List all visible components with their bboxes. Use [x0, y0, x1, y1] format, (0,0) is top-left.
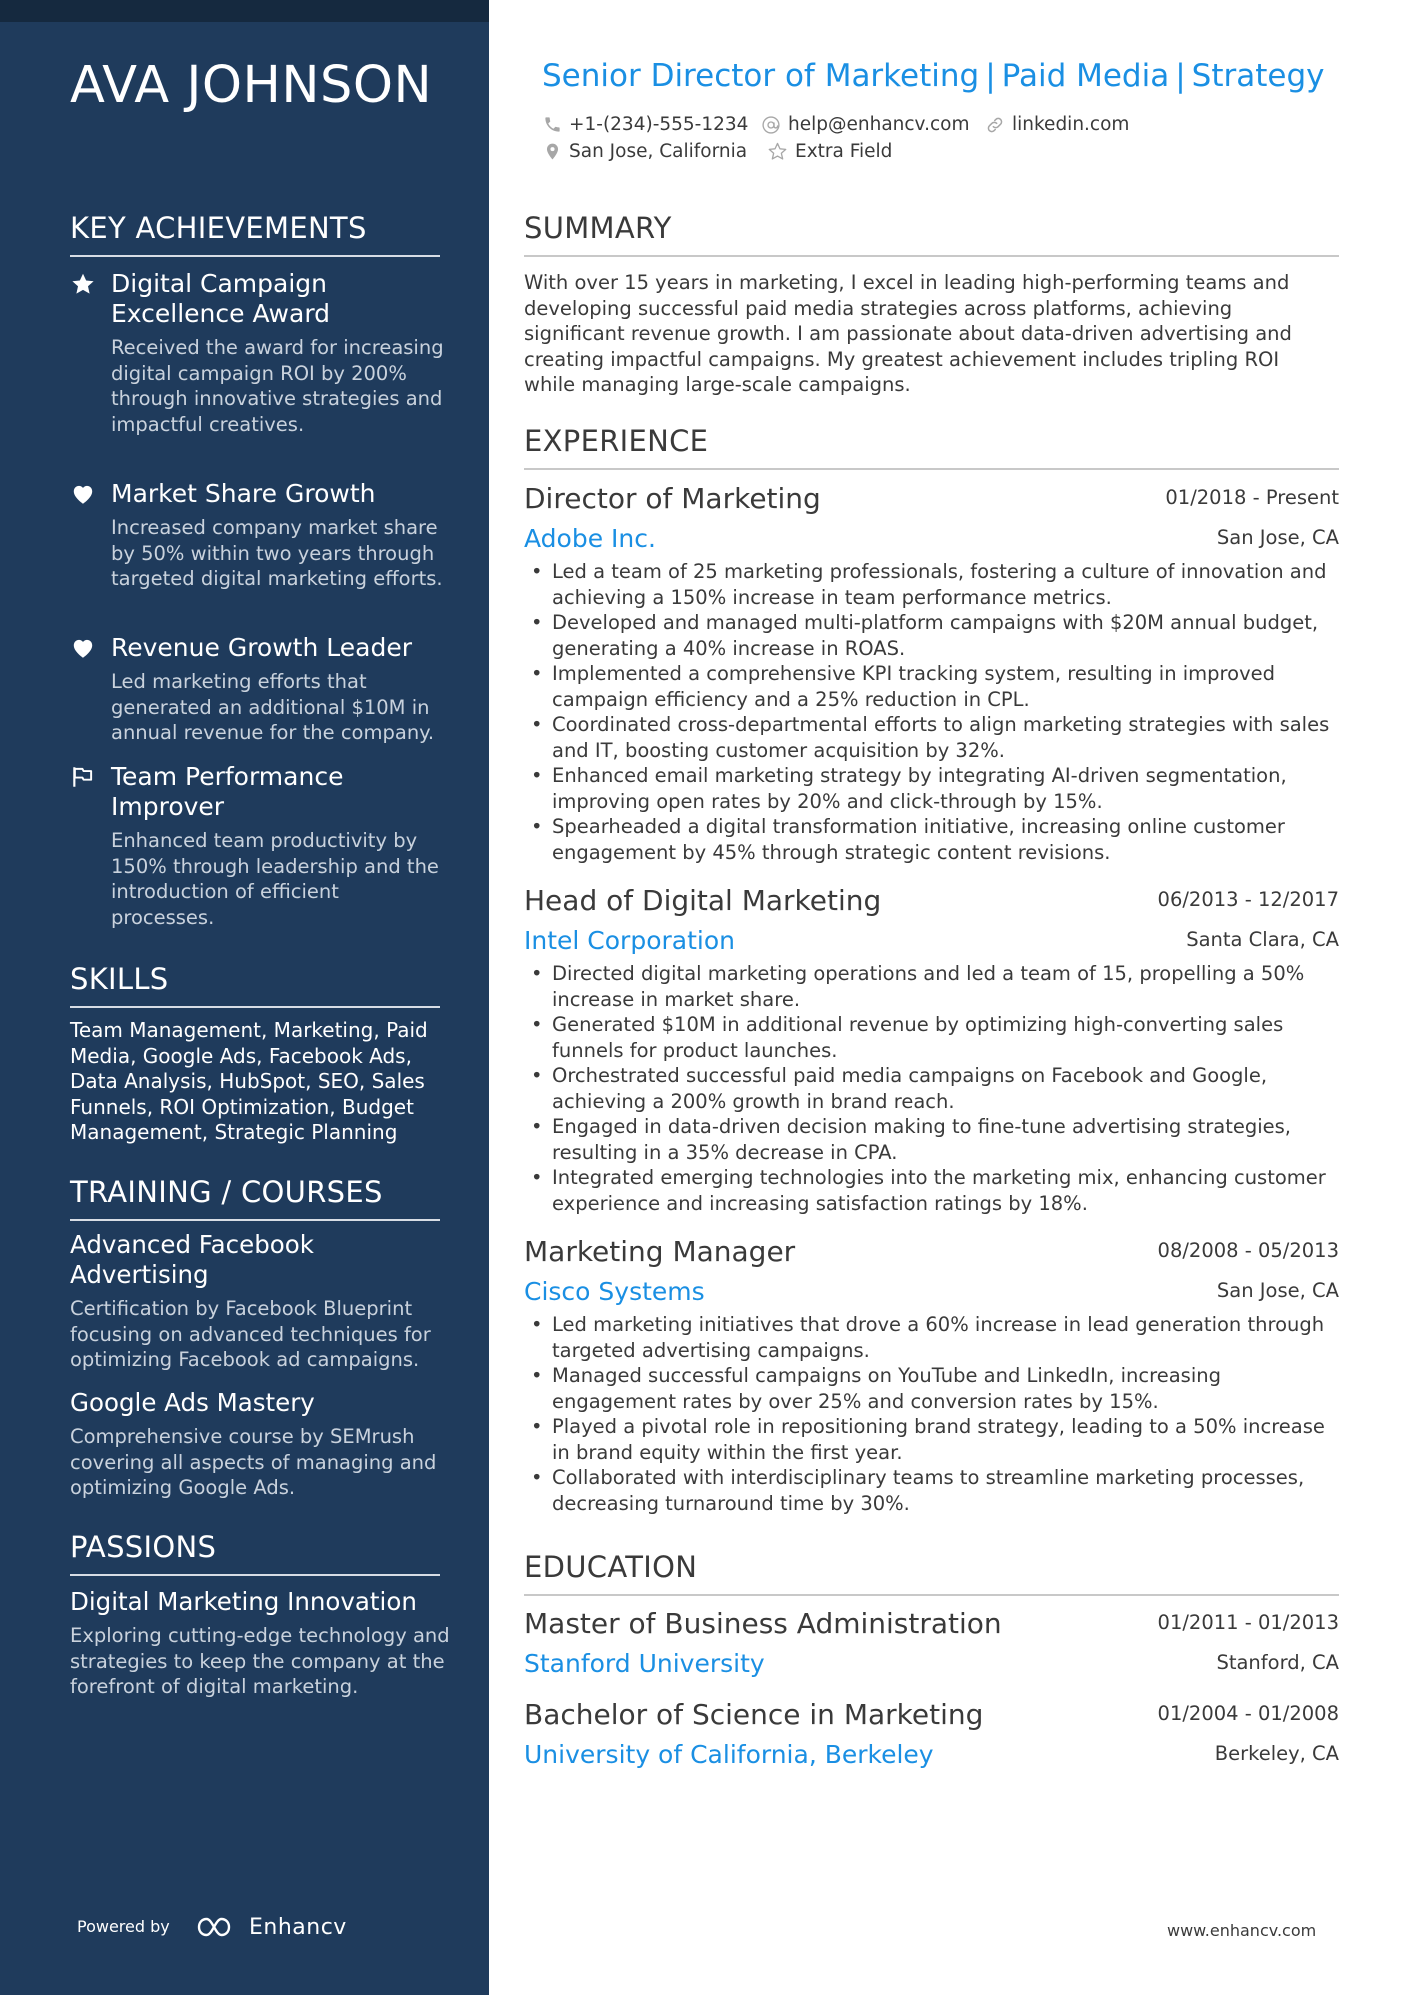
job-entry	[524, 884, 1339, 1216]
location-pin-icon	[543, 141, 562, 162]
education-dates: 01/2004 - 01/2008	[1157, 1702, 1339, 1725]
linkedin-text: linkedin.com	[1012, 114, 1130, 135]
training-item	[70, 1230, 450, 1373]
achievements-heading: KEY ACHIEVEMENTS	[70, 211, 440, 257]
job-dates: 01/2018 - Present	[1165, 486, 1339, 509]
achievement-desc: Enhanced team productivity by 150% through leadership and the introduction of efficient processes.	[111, 829, 439, 929]
headline-part: Strategy	[1191, 58, 1325, 94]
job-bullet: • Enhanced email marketing strategy by integrating AI-driven segmentation, improving open rates by 20% and click-through by 15%.	[524, 763, 1339, 814]
education-dates: 01/2011 - 01/2013	[1157, 1611, 1339, 1634]
training-title: Advanced Facebook Advertising	[70, 1230, 314, 1289]
link-icon	[985, 115, 1005, 135]
job-bullet: • Implemented a comprehensive KPI tracking system, resulting in improved campaign efficiency and a 25% reduction in CPL.	[524, 661, 1339, 712]
job-bullet: • Directed digital marketing operations and led a team of 15, propelling a 50% increase in market share.	[524, 961, 1339, 1012]
job-bullet: • Collaborated with interdisciplinary teams to streamline marketing processes, decreasing turnaround time by 30%.	[524, 1465, 1339, 1516]
job-role: Head of Digital Marketing	[524, 884, 882, 917]
location-text: San Jose, California	[569, 141, 748, 162]
education-location: Berkeley, CA	[1214, 1742, 1339, 1765]
achievement-desc: Led marketing efforts that generated an additional $10M in annual revenue for the company.	[111, 670, 435, 744]
job-role: Director of Marketing	[524, 482, 821, 515]
achievement-item	[70, 269, 445, 437]
contact-email[interactable]	[761, 114, 969, 135]
education-entry	[524, 1607, 1339, 1683]
contact-extra	[767, 141, 892, 162]
candidate-name: AVA JOHNSON	[70, 56, 433, 115]
training-title: Google Ads Mastery	[70, 1388, 315, 1417]
job-bullet: • Engaged in data-driven decision making to fine-tune advertising strategies, resulting in a 35% decrease in CPA.	[524, 1114, 1339, 1165]
passion-title: Digital Marketing Innovation	[70, 1587, 417, 1616]
education-degree: Bachelor of Science in Marketing	[524, 1698, 984, 1731]
job-bullet: • Generated $10M in additional revenue by optimizing high-converting sales funnels for product launches.	[524, 1012, 1339, 1063]
training-desc: Certification by Facebook Blueprint focusing on advanced techniques for optimizing Facebook ad campaigns.	[70, 1297, 431, 1371]
contact-location	[543, 141, 747, 162]
achievement-desc: Received the award for increasing digital campaign ROI by 200% through innovative strategies and impactful creatives.	[111, 336, 444, 436]
education-heading: EDUCATION	[524, 1550, 1339, 1596]
enhancv-logo-icon	[195, 1914, 241, 1940]
job-bullet: • Spearheaded a digital transformation initiative, increasing online customer engagement by 45% through strategic content revisions.	[524, 814, 1339, 865]
job-location: San Jose, CA	[1216, 526, 1339, 549]
education-entry	[524, 1698, 1339, 1774]
job-location: Santa Clara, CA	[1186, 928, 1339, 951]
star-icon	[70, 271, 96, 297]
achievement-title: Revenue Growth Leader	[111, 633, 412, 662]
job-bullet: • Played a pivotal role in repositioning brand strategy, leading to a 50% increase in brand equity within the first year.	[524, 1414, 1339, 1465]
job-bullet: • Managed successful campaigns on YouTube and LinkedIn, increasing engagement rates by over 25% and conversion rates by 15%.	[524, 1363, 1339, 1414]
enhancv-logo[interactable]	[195, 1912, 347, 1942]
achievement-title: Digital Campaign Excellence Award	[111, 269, 331, 328]
job-bullet: • Developed and managed multi-platform campaigns with $20M annual budget, generating a 40% increase in ROAS.	[524, 610, 1339, 661]
sidebar-top-bar	[0, 0, 489, 22]
headline-part: Paid Media	[1001, 58, 1170, 94]
at-icon	[761, 115, 781, 135]
contact-phone[interactable]	[543, 114, 748, 135]
job-entry	[524, 482, 1339, 865]
job-bullet: • Led a team of 25 marketing professionals, fostering a culture of innovation and achieving a 150% increase in team performance metrics.	[524, 559, 1339, 610]
job-bullet: • Led marketing initiatives that drove a 60% increase in lead generation through targeted advertising campaigns.	[524, 1312, 1339, 1363]
achievement-title: Market Share Growth	[111, 479, 376, 508]
training-desc: Comprehensive course by SEMrush covering all aspects of managing and optimizing Google Ads.	[70, 1425, 437, 1499]
contact-linkedin[interactable]	[985, 114, 1129, 135]
skills-list: Team Management, Marketing, Paid Media, Google Ads, Facebook Ads, Data Analysis, HubSpot, SEO, Sales Funnels, ROI Optimization, Budget Management, Strategic Planning	[70, 1018, 428, 1144]
job-location: San Jose, CA	[1216, 1279, 1339, 1302]
heart-icon	[70, 635, 96, 661]
headline-part: Senior Director of Marketing	[542, 58, 980, 94]
achievement-item	[70, 479, 445, 592]
training-item	[70, 1388, 450, 1501]
footer-url[interactable]: www.enhancv.com	[1167, 1921, 1317, 1940]
job-dates: 06/2013 - 12/2017	[1157, 888, 1339, 911]
achievement-item	[70, 762, 445, 930]
headline-separator: |	[1175, 58, 1186, 94]
training-heading: TRAINING / COURSES	[70, 1175, 440, 1221]
passion-desc: Exploring cutting-edge technology and strategies to keep the company at the forefront of digital marketing.	[70, 1624, 450, 1698]
email-text: help@enhancv.com	[788, 114, 970, 135]
powered-by-label: Powered by	[77, 1917, 170, 1936]
passions-heading: PASSIONS	[70, 1530, 440, 1576]
headline-separator: |	[985, 58, 996, 94]
education-location: Stanford, CA	[1216, 1651, 1339, 1674]
job-company[interactable]: Cisco Systems	[524, 1277, 705, 1306]
education-school[interactable]: Stanford University	[524, 1649, 765, 1678]
education-school[interactable]: University of California, Berkeley	[524, 1740, 934, 1769]
phone-icon	[543, 115, 562, 134]
heart-icon	[70, 481, 96, 507]
star-outline-icon	[767, 141, 788, 162]
skills-heading: SKILLS	[70, 962, 440, 1008]
achievement-desc: Increased company market share by 50% within two years through targeted digital marketing efforts.	[111, 516, 443, 590]
summary-heading: SUMMARY	[524, 211, 1339, 257]
job-company[interactable]: Intel Corporation	[524, 926, 735, 955]
job-entry	[524, 1235, 1339, 1516]
job-dates: 08/2008 - 05/2013	[1157, 1239, 1339, 1262]
achievement-item	[70, 633, 445, 746]
education-degree: Master of Business Administration	[524, 1607, 1002, 1640]
summary-text: With over 15 years in marketing, I excel in leading high-performing teams and developing successful paid media strategies across platforms, achieving significant revenue growth. I am passionate about data-driven advertising and creating impactful campaigns. My greatest achievement includes tripling ROI while managing large-scale campaigns.	[524, 271, 1292, 396]
flag-icon	[70, 764, 96, 790]
job-bullet: • Coordinated cross-departmental efforts to align marketing strategies with sales and IT, boosting customer acquisition by 32%.	[524, 712, 1339, 763]
job-company[interactable]: Adobe Inc.	[524, 524, 656, 553]
sidebar	[0, 0, 489, 1995]
experience-heading: EXPERIENCE	[524, 424, 1339, 470]
achievement-title: Team Performance Improver	[111, 762, 344, 821]
job-bullets	[524, 559, 1339, 865]
job-bullets	[524, 961, 1339, 1216]
job-role: Marketing Manager	[524, 1235, 796, 1268]
phone-text: +1-(234)-555-1234	[569, 114, 749, 135]
job-bullet: • Orchestrated successful paid media campaigns on Facebook and Google, achieving a 200% growth in brand reach.	[524, 1063, 1339, 1114]
job-bullet: • Integrated emerging technologies into the marketing mix, enhancing customer experience and increasing satisfaction ratings by 18%.	[524, 1165, 1339, 1216]
enhancv-wordmark: Enhancv	[249, 1914, 347, 1940]
passion-item	[70, 1587, 450, 1700]
professional-headline	[542, 58, 1325, 94]
extra-field-text: Extra Field	[795, 141, 893, 162]
job-bullets	[524, 1312, 1339, 1516]
